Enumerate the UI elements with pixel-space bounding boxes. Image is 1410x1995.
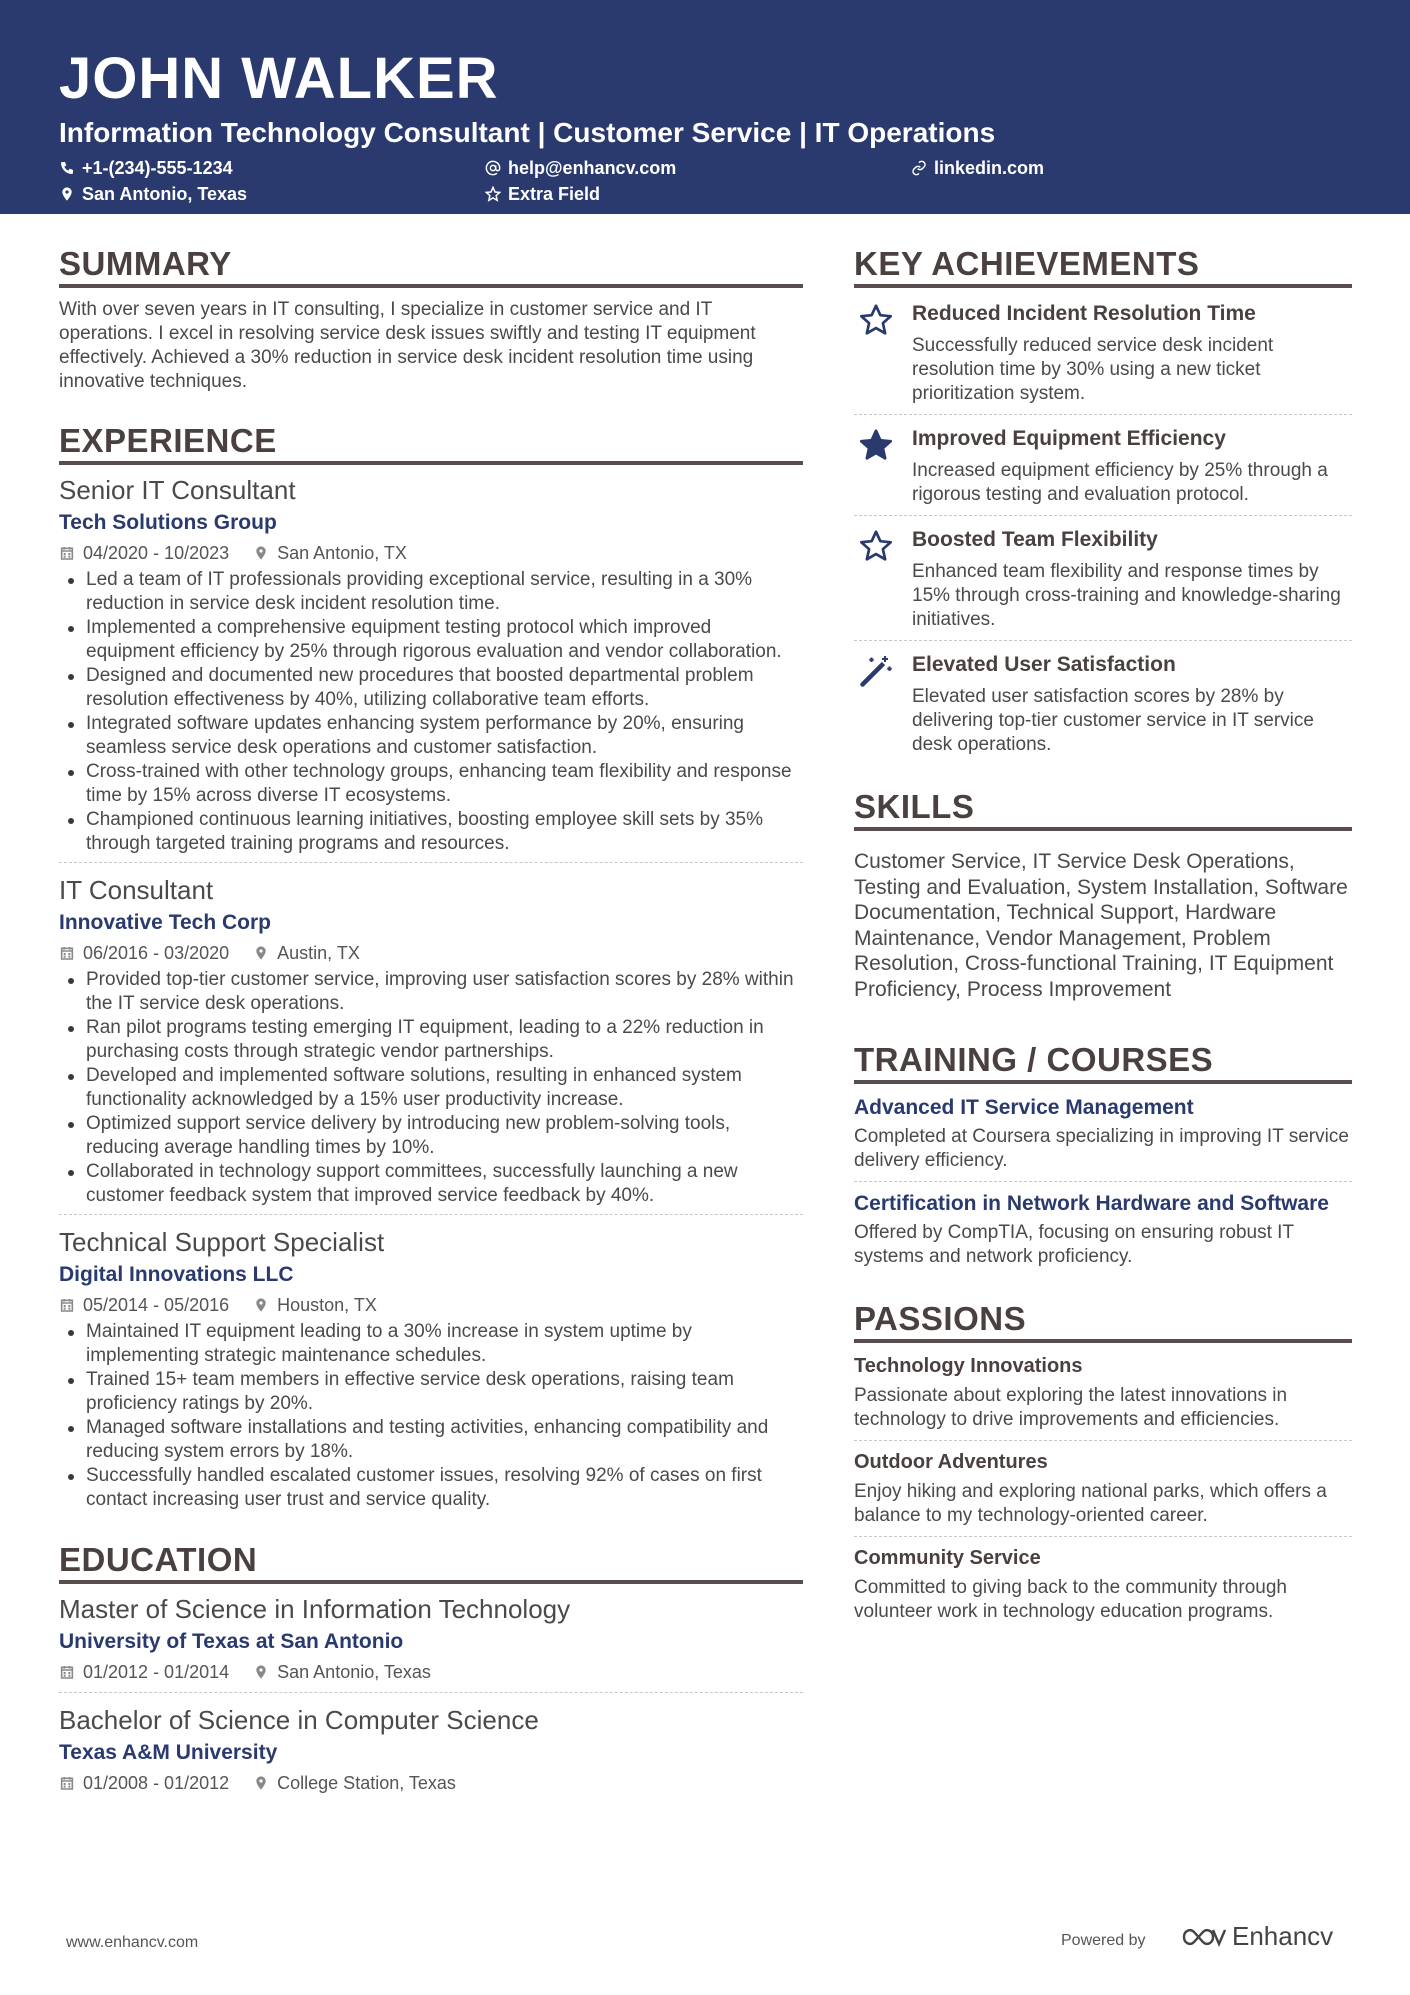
education-list [59, 1592, 803, 1803]
calendar-icon [59, 1775, 75, 1791]
course-title: Certification in Network Hardware and Software [854, 1192, 1329, 1215]
bullet-item: Implemented a comprehensive equipment testing protocol which improved equipment efficiency by 25% through rigorous evaluation and vendor collaboration. [59, 616, 803, 664]
experience-heading: EXPERIENCE [59, 421, 803, 465]
date-range [59, 1660, 229, 1684]
date-range [59, 1293, 229, 1317]
achievement-item [854, 290, 1352, 414]
bullet-list [59, 1320, 803, 1512]
brand-logo[interactable] [1180, 1921, 1333, 1952]
bullet-item: Led a team of IT professionals providing exceptional service, resulting in a 30% reduction in service desk incident resolution time. [59, 568, 803, 616]
degree-title: Master of Science in Information Technology [59, 1594, 571, 1624]
job-title: Senior IT Consultant [59, 475, 296, 505]
date-text: 01/2008 - 01/2012 [83, 1773, 230, 1793]
school-name: University of Texas at San Antonio [59, 1630, 404, 1653]
passion-item [854, 1440, 1352, 1536]
course-item [854, 1181, 1352, 1277]
education-entry [59, 1592, 803, 1692]
bullet-item: Maintained IT equipment leading to a 30% increase in system uptime by implementing strategic maintenance schedules. [59, 1320, 803, 1368]
location-text: College Station, Texas [277, 1773, 456, 1793]
job-title: Technical Support Specialist [59, 1227, 385, 1257]
passion-title: Community Service [854, 1547, 1041, 1569]
degree-title: Bachelor of Science in Computer Science [59, 1705, 539, 1735]
summary-text: With over seven years in IT consulting, I specialize in customer service and IT operations. I excel in resolving service desk issues swiftly and testing IT equipment effectively. Achieved a 30% reduction in service desk incident resolution time using innovative techniques. [59, 299, 756, 392]
bullet-item: Successfully handled escalated customer issues, resolving 92% of cases on first contact increasing user trust and service quality. [59, 1464, 803, 1512]
location-pin-icon [59, 186, 75, 202]
passion-desc: Passionate about exploring the latest innovations in technology to drive improvements and efficiencies. [854, 1385, 1288, 1430]
star-outline-icon [854, 300, 898, 406]
passion-desc: Committed to giving back to the community through volunteer work in technology education programs. [854, 1577, 1287, 1622]
contact-linkedin[interactable] [911, 156, 1044, 180]
training-list [854, 1086, 1352, 1277]
achievement-desc: Successfully reduced service desk incident resolution time by 30% using a new ticket prioritization system. [912, 335, 1274, 404]
brand-name: Enhancv [1232, 1921, 1334, 1951]
phone-icon [59, 160, 75, 176]
at-sign-icon [485, 160, 501, 176]
course-item [854, 1086, 1352, 1181]
right-column [854, 244, 1352, 1632]
bullet-list [59, 968, 803, 1208]
location-text: San Antonio, TX [277, 543, 407, 563]
achievement-title: Reduced Incident Resolution Time [912, 302, 1256, 325]
contact-location [59, 182, 247, 206]
resume-header [0, 0, 1410, 214]
training-heading: TRAINING / COURSES [854, 1040, 1352, 1084]
passions-list [854, 1345, 1352, 1632]
date-text: 05/2014 - 05/2016 [83, 1295, 230, 1315]
achievement-item [854, 515, 1352, 640]
company-name: Tech Solutions Group [59, 511, 277, 534]
location-pin-icon [253, 1775, 269, 1791]
bullet-item: Trained 15+ team members in effective service desk operations, raising team proficiency ratings by 20%. [59, 1368, 803, 1416]
passion-title: Technology Innovations [854, 1355, 1083, 1377]
course-title: Advanced IT Service Management [854, 1096, 1194, 1119]
bullet-item: Ran pilot programs testing emerging IT equipment, leading to a 22% reduction in purchasing costs through strategic vendor partnerships. [59, 1016, 803, 1064]
entry-meta [59, 541, 803, 565]
entry-location [253, 541, 407, 565]
achievement-item [854, 640, 1352, 765]
location-text: San Antonio, Texas [277, 1662, 431, 1682]
entry-meta [59, 941, 803, 965]
company-name: Digital Innovations LLC [59, 1263, 294, 1286]
contact-extra [485, 182, 600, 206]
star-half-icon [854, 425, 898, 507]
achievement-desc: Increased equipment efficiency by 25% through a rigorous testing and evaluation protocol. [912, 460, 1328, 505]
entry-meta [59, 1293, 803, 1317]
calendar-icon [59, 1664, 75, 1680]
bullet-item: Integrated software updates enhancing system performance by 20%, ensuring seamless service desk operations and customer satisfaction. [59, 712, 803, 760]
entry-location [253, 1771, 456, 1795]
date-text: 04/2020 - 10/2023 [83, 543, 230, 563]
entry-location [253, 1293, 377, 1317]
passions-heading: PASSIONS [854, 1299, 1352, 1343]
passion-title: Outdoor Adventures [854, 1451, 1048, 1473]
entry-location [253, 941, 360, 965]
calendar-icon [59, 545, 75, 561]
education-entry [59, 1692, 803, 1803]
bullet-item: Collaborated in technology support committees, successfully launching a new customer feedback system that improved service feedback by 40%. [59, 1160, 803, 1208]
skills-heading: SKILLS [854, 787, 1352, 831]
company-name: Innovative Tech Corp [59, 911, 271, 934]
experience-entry [59, 473, 803, 862]
contact-email[interactable] [485, 156, 676, 180]
email-text: help@enhancv.com [508, 157, 677, 178]
entry-meta [59, 1771, 803, 1795]
candidate-name: JOHN WALKER [59, 46, 499, 111]
calendar-icon [59, 1297, 75, 1313]
experience-entry [59, 862, 803, 1214]
bullet-item: Managed software installations and testing activities, enhancing compatibility and reducing system errors by 18%. [59, 1416, 803, 1464]
date-text: 06/2016 - 03/2020 [83, 943, 230, 963]
location-pin-icon [253, 945, 269, 961]
footer-url[interactable]: www.enhancv.com [66, 1934, 199, 1951]
linkedin-text: linkedin.com [934, 157, 1045, 178]
contact-phone[interactable] [59, 156, 233, 180]
course-desc: Completed at Coursera specializing in improving IT service delivery efficiency. [854, 1126, 1349, 1171]
location-text: Austin, TX [277, 943, 360, 963]
bullet-list [59, 568, 803, 856]
candidate-headline: Information Technology Consultant | Customer Service | IT Operations [59, 117, 996, 148]
powered-by-label: Powered by [1061, 1932, 1146, 1949]
achievement-title: Elevated User Satisfaction [912, 653, 1176, 676]
location-pin-icon [253, 545, 269, 561]
link-icon [911, 160, 927, 176]
location-text: San Antonio, Texas [82, 183, 248, 204]
date-range [59, 541, 229, 565]
experience-entry [59, 1214, 803, 1518]
achievement-desc: Enhanced team flexibility and response times by 15% through cross-training and knowledge-sharing initiatives. [912, 561, 1341, 630]
experience-list [59, 473, 803, 1518]
location-pin-icon [253, 1297, 269, 1313]
entry-meta [59, 1660, 803, 1684]
bullet-item: Designed and documented new procedures that boosted departmental problem resolution effectiveness by 40%, utilizing collaborative team efforts. [59, 664, 803, 712]
location-text: Houston, TX [277, 1295, 377, 1315]
calendar-icon [59, 945, 75, 961]
date-range [59, 1771, 229, 1795]
skills-text: Customer Service, IT Service Desk Operations, Testing and Evaluation, System Installation, Software Documentation, Technical Support, Hardware Maintenance, Vendor Management, Problem Resolution, Cross-functional Training, IT Equipment Proficiency, Process Improvement [854, 850, 1348, 1001]
school-name: Texas A&M University [59, 1741, 278, 1764]
date-text: 01/2012 - 01/2014 [83, 1662, 230, 1682]
achievement-title: Improved Equipment Efficiency [912, 427, 1226, 450]
passion-item [854, 1536, 1352, 1632]
enhancv-logo-icon [1180, 1924, 1226, 1950]
achievements-heading: KEY ACHIEVEMENTS [854, 244, 1352, 288]
bullet-item: Developed and implemented software solutions, resulting in enhanced system functionality acknowledged by a 15% user productivity increase. [59, 1064, 803, 1112]
course-desc: Offered by CompTIA, focusing on ensuring robust IT systems and network proficiency. [854, 1222, 1294, 1267]
bullet-item: Provided top-tier customer service, improving user satisfaction scores by 28% within the IT service desk operations. [59, 968, 803, 1016]
contact-info [59, 156, 1351, 212]
passion-desc: Enjoy hiking and exploring national parks, which offers a balance to my technology-oriented career. [854, 1481, 1327, 1526]
achievements-list [854, 290, 1352, 765]
star-outline-icon [854, 526, 898, 632]
job-title: IT Consultant [59, 875, 214, 905]
entry-location [253, 1660, 431, 1684]
date-range [59, 941, 229, 965]
left-column [59, 244, 803, 1803]
bullet-item: Cross-trained with other technology groups, enhancing team flexibility and response time by 15% across diverse IT ecosystems. [59, 760, 803, 808]
achievement-desc: Elevated user satisfaction scores by 28% by delivering top-tier customer service in IT service desk operations. [912, 686, 1314, 755]
achievement-title: Boosted Team Flexibility [912, 528, 1158, 551]
bullet-item: Optimized support service delivery by introducing new problem-solving tools, reducing average handling times by 10%. [59, 1112, 803, 1160]
achievement-item [854, 414, 1352, 515]
summary-heading: SUMMARY [59, 244, 803, 288]
bullet-item: Championed continuous learning initiatives, boosting employee skill sets by 35% through targeted training programs and resources. [59, 808, 803, 856]
phone-text: +1-(234)-555-1234 [82, 157, 233, 178]
location-pin-icon [253, 1664, 269, 1680]
star-icon [485, 186, 501, 202]
education-heading: EDUCATION [59, 1540, 803, 1584]
magic-wand-icon [854, 651, 898, 757]
extra-text: Extra Field [508, 183, 601, 204]
passion-item [854, 1345, 1352, 1440]
